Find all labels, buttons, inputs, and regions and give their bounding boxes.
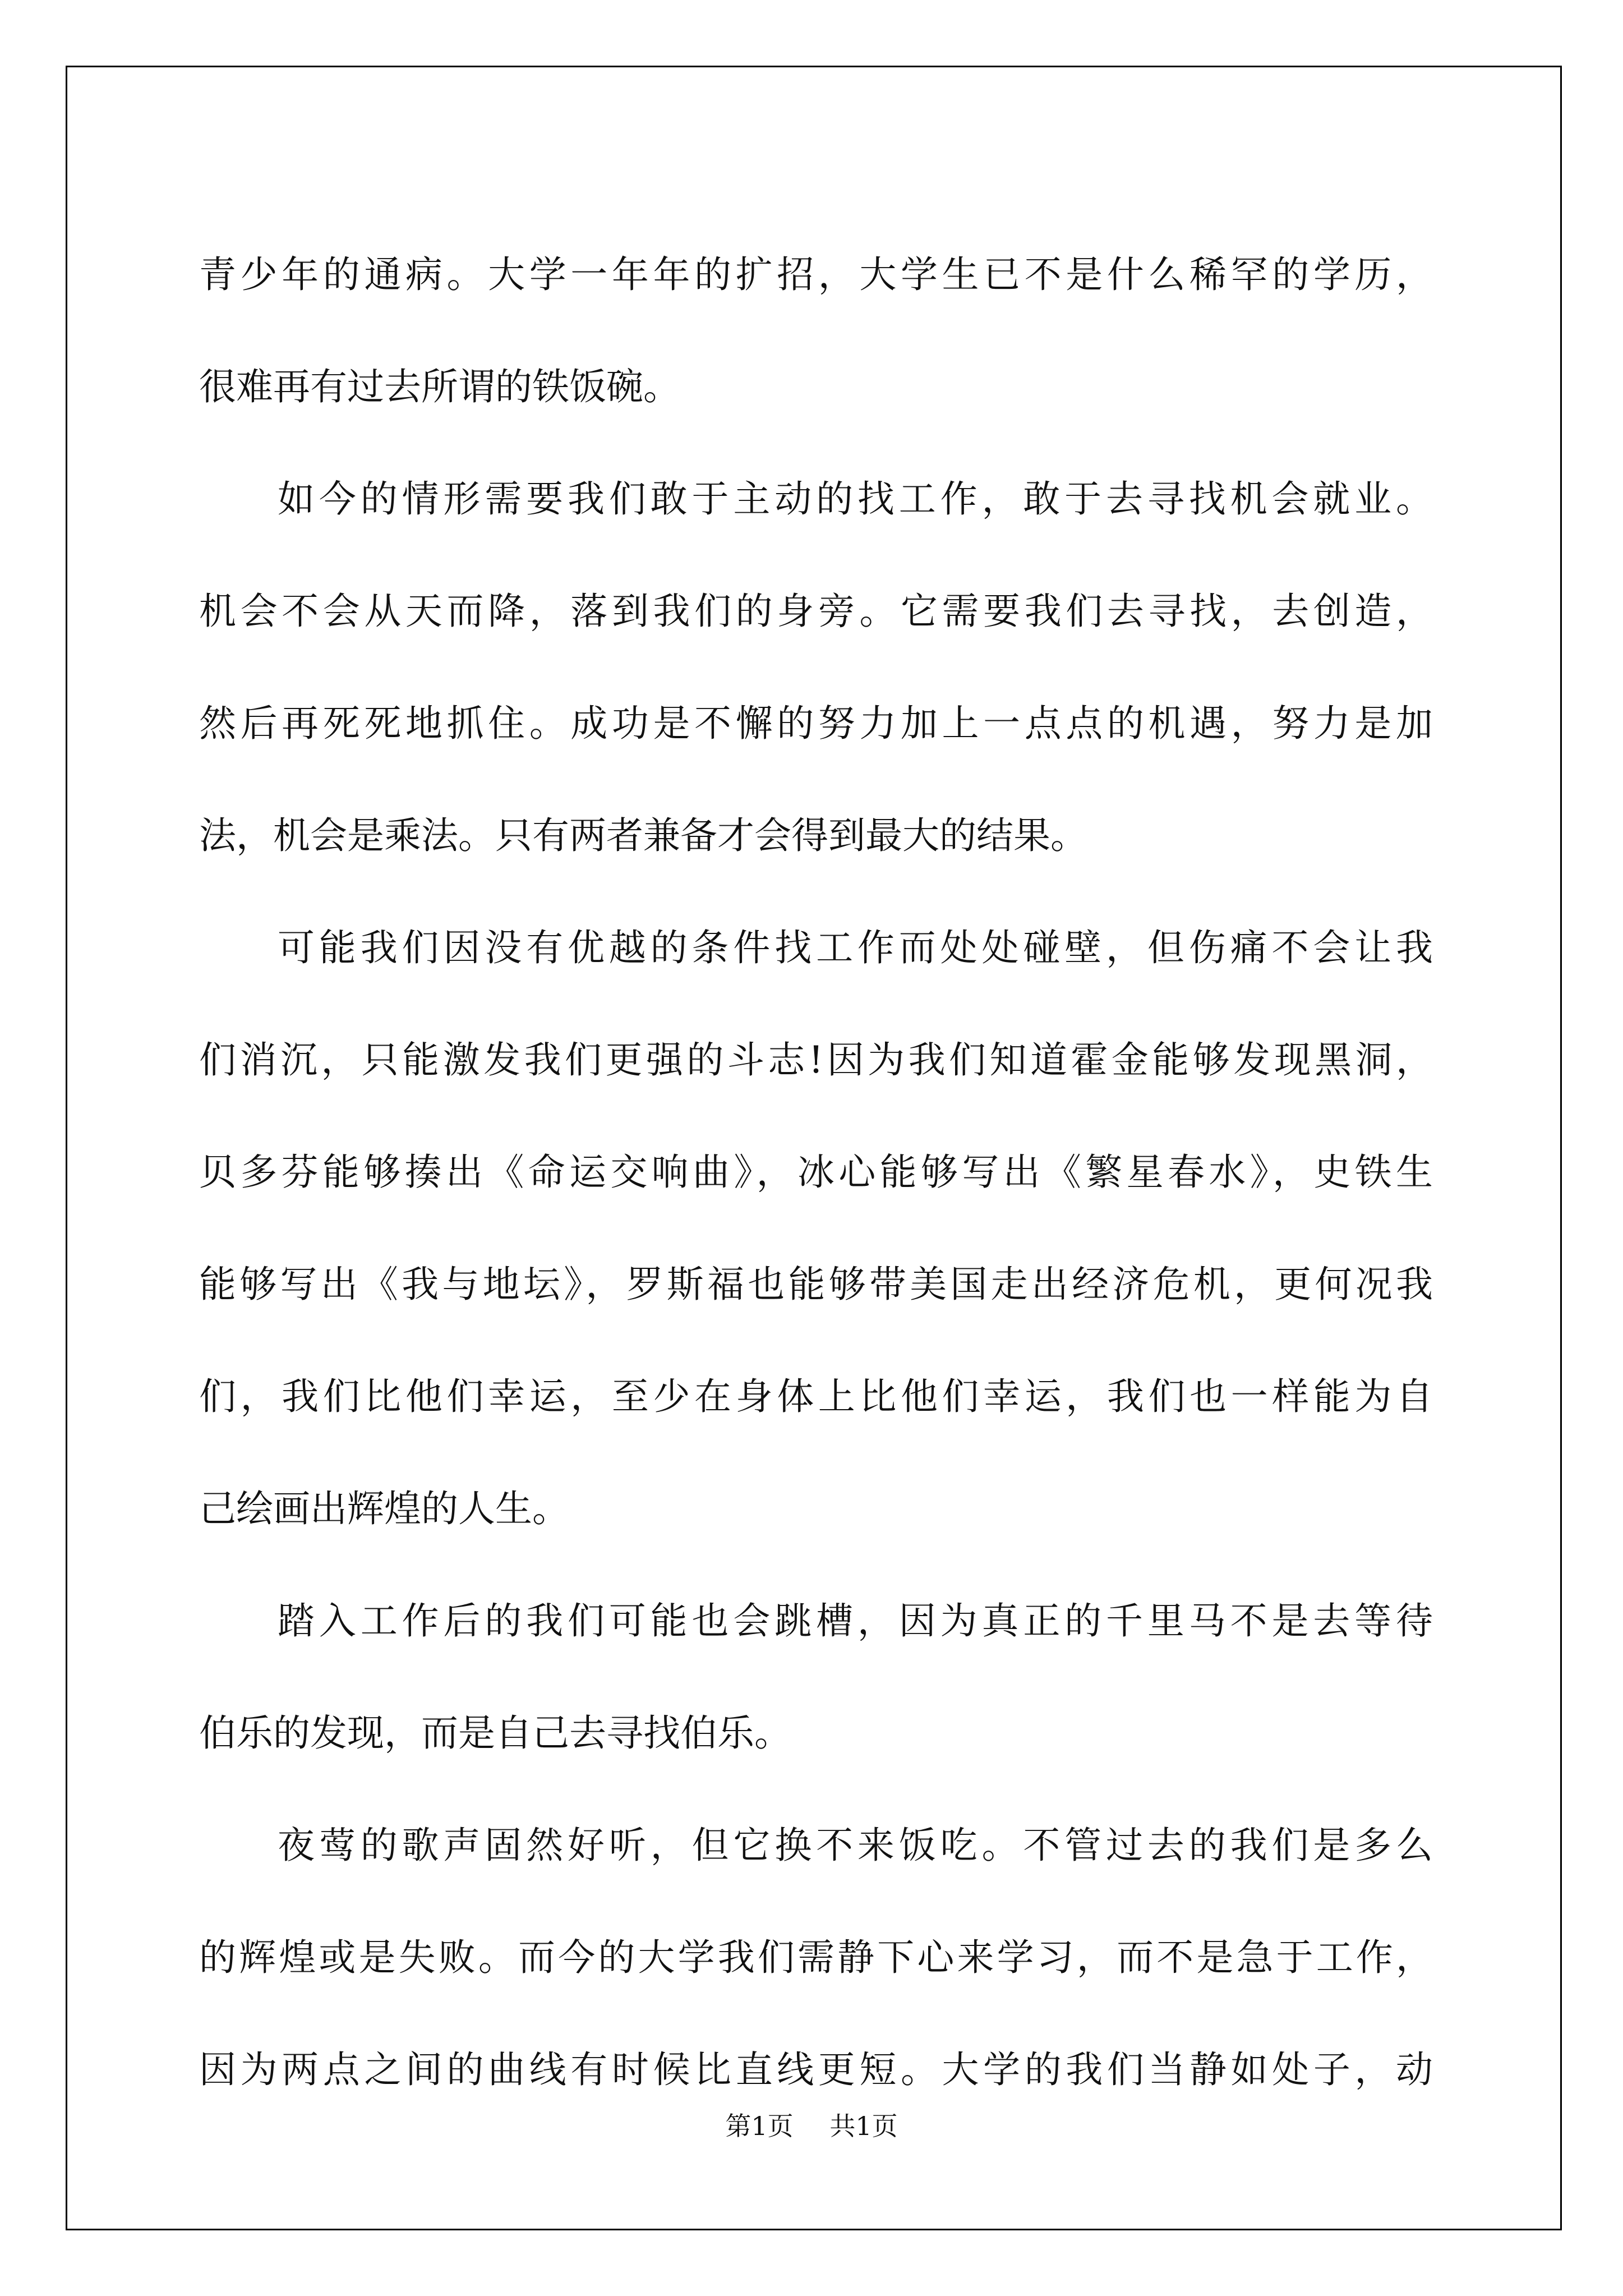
paragraph-3 <box>199 892 1433 1565</box>
text-line: 如今的情形需要我们敢于主动的找工作，敢于去寻找机会就业。 <box>278 477 1433 521</box>
page-number: 第1页 <box>725 2111 794 2141</box>
text-line: 很难再有过去所谓的铁饭碗。 <box>199 365 680 408</box>
text-line: 贝多芬能够揍出《命运交响曲》，冰心能够写出《繁星春水》，史铁生 <box>199 1151 1433 1194</box>
text-line: 机会不会从天而降，落到我们的身旁。它需要我们去寻找，去创造， <box>199 590 1433 633</box>
text-line: 们消沉，只能激发我们更强的斗志!因为我们知道霍金能够发现黑洞， <box>199 1038 1433 1082</box>
text-line: 因为两点之间的曲线有时候比直线更短。大学的我们当静如处子，动 <box>199 2048 1433 2091</box>
paragraph-2 <box>199 443 1433 892</box>
paragraph-4 <box>199 1565 1433 1789</box>
page-footer <box>0 2106 1623 2143</box>
page-total: 共1页 <box>829 2111 898 2141</box>
document-body <box>199 219 1433 2126</box>
text-line: 夜莺的歌声固然好听，但它换不来饭吃。不管过去的我们是多么 <box>278 1824 1433 1867</box>
text-line: 能够写出《我与地坛》，罗斯福也能够带美国走出经济危机，更何况我 <box>199 1263 1433 1306</box>
text-line: 己绘画出辉煌的人生。 <box>199 1487 569 1530</box>
text-line: 们，我们比他们幸运，至少在身体上比他们幸运，我们也一样能为自 <box>199 1375 1433 1418</box>
text-line: 然后再死死地抓住。成功是不懈的努力加上一点点的机遇，努力是加 <box>199 702 1433 745</box>
text-line: 法，机会是乘法。只有两者兼备才会得到最大的结果。 <box>199 814 1087 857</box>
paragraph-1 <box>199 219 1433 443</box>
paragraph-5 <box>199 1789 1433 2126</box>
text-line: 青少年的通病。大学一年年的扩招，大学生已不是什么稀罕的学历， <box>199 253 1433 296</box>
text-line: 伯乐的发现，而是自己去寻找伯乐。 <box>199 1711 791 1755</box>
text-line: 的辉煌或是失败。而今的大学我们需静下心来学习，而不是急于工作， <box>199 1936 1433 1979</box>
text-line: 踏入工作后的我们可能也会跳槽，因为真正的千里马不是去等待 <box>278 1599 1433 1642</box>
text-line: 可能我们因没有优越的条件找工作而处处碰壁，但伤痛不会让我 <box>278 926 1433 969</box>
